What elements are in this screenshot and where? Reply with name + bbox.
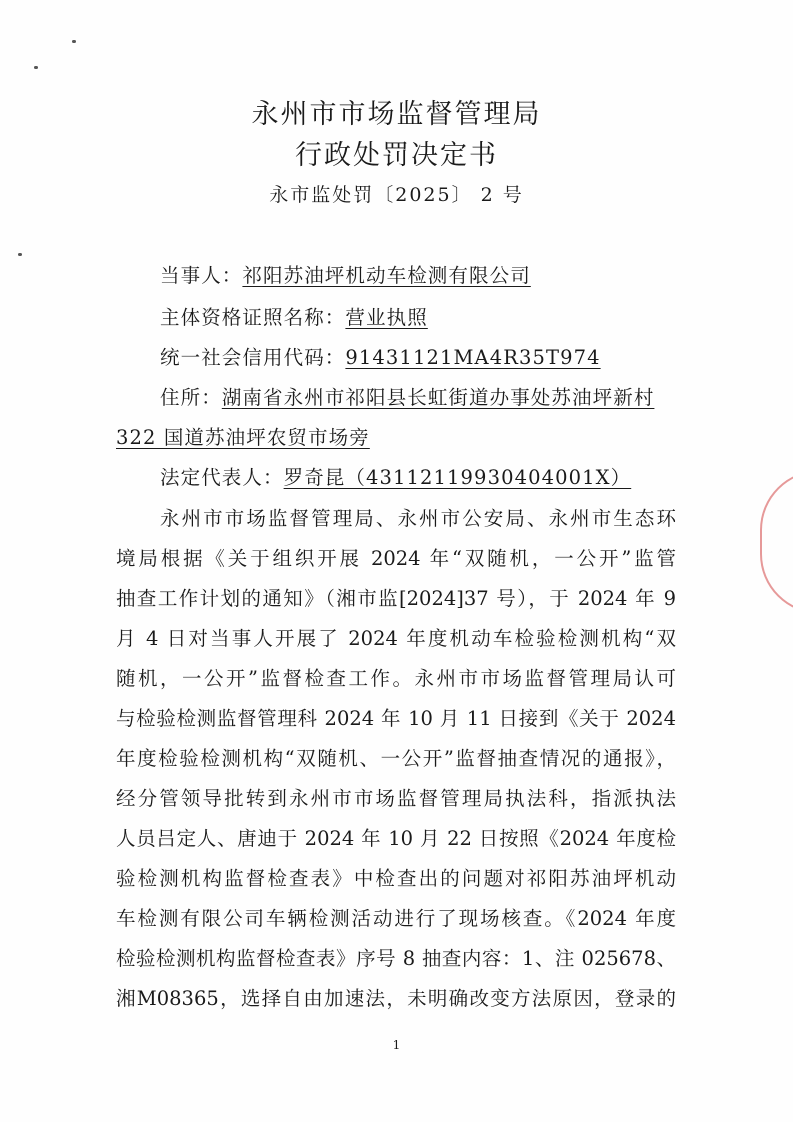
body-line: 验检测机构监督检查表》中检查出的问题对祁阳苏油坪机动 [116,867,676,890]
legal-rep-row [160,462,631,490]
seal-stamp-edge [760,470,793,614]
body-line: 月 4 日对当事人开展了 2024 年度机动车检验检测机构“双 [116,627,676,650]
body-line: 车检测有限公司车辆检测活动进行了现场核查。《2024 年度 [116,907,676,930]
body-line: 与检验检测监督管理科 2024 年 10 月 11 日接到《关于 2024 [116,707,676,730]
address-row [160,382,654,410]
document-number: 永市监处罚〔2025〕 2 号 [269,184,524,206]
scan-speck [72,40,76,43]
credit-code-label: 统一社会信用代码： [160,346,346,369]
body-line: 检验检测机构监督检查表》序号 8 抽查内容：1、注 025678、 [116,947,676,970]
legal-rep-label: 法定代表人： [160,466,284,489]
body-line: 永州市市场监督管理局、永州市公安局、永州市生态环 [160,507,676,530]
scan-speck [18,253,22,256]
scan-speck [34,66,38,69]
legal-rep-value: 罗奇昆（43112119930404001X） [283,466,632,489]
party-name-value: 祁阳苏油坪机动车检测有限公司 [242,264,531,287]
page-number: 1 [392,1038,401,1052]
body-line: 人员吕定人、唐迪于 2024 年 10 月 22 日按照《2024 年度检 [116,827,676,850]
body-line: 境局根据《关于组织开展 2024 年“双随机，一公开”监管 [116,547,676,570]
document-title-line2: 行政处罚决定书 [295,140,498,171]
body-line: 经分管领导批转到永州市市场监督管理局执法科，指派执法 [116,787,676,810]
cert-value: 营业执照 [345,306,428,329]
body-line: 年度检验检测机构“双随机、一公开”监督抽查情况的通报》， [116,747,676,770]
credit-code-row [160,342,601,370]
cert-label: 主体资格证照名称： [160,306,346,329]
body-line: 湘M08365，选择自由加速法，未明确改变方法原因，登录的 [116,987,676,1010]
cert-row [160,302,428,330]
body-line: 抽查工作计划的通知》（湘市监[2024]37 号），于 2024 年 9 [116,587,676,610]
party-name-label: 当事人： [160,264,243,287]
address-label: 住所： [160,386,222,409]
party-name-row [160,260,531,288]
credit-code-value: 91431121MA4R35T974 [345,346,601,369]
body-line: 随机，一公开”监督检查工作。永州市市场监督管理局认可 [116,667,676,690]
address-value-line2: 322 国道苏油坪农贸市场旁 [116,426,370,449]
address-value-line1: 湖南省永州市祁阳县长虹街道办事处苏油坪新村 [221,386,655,409]
address-row-cont [116,422,370,450]
document-title-line1: 永州市市场监督管理局 [251,99,542,130]
